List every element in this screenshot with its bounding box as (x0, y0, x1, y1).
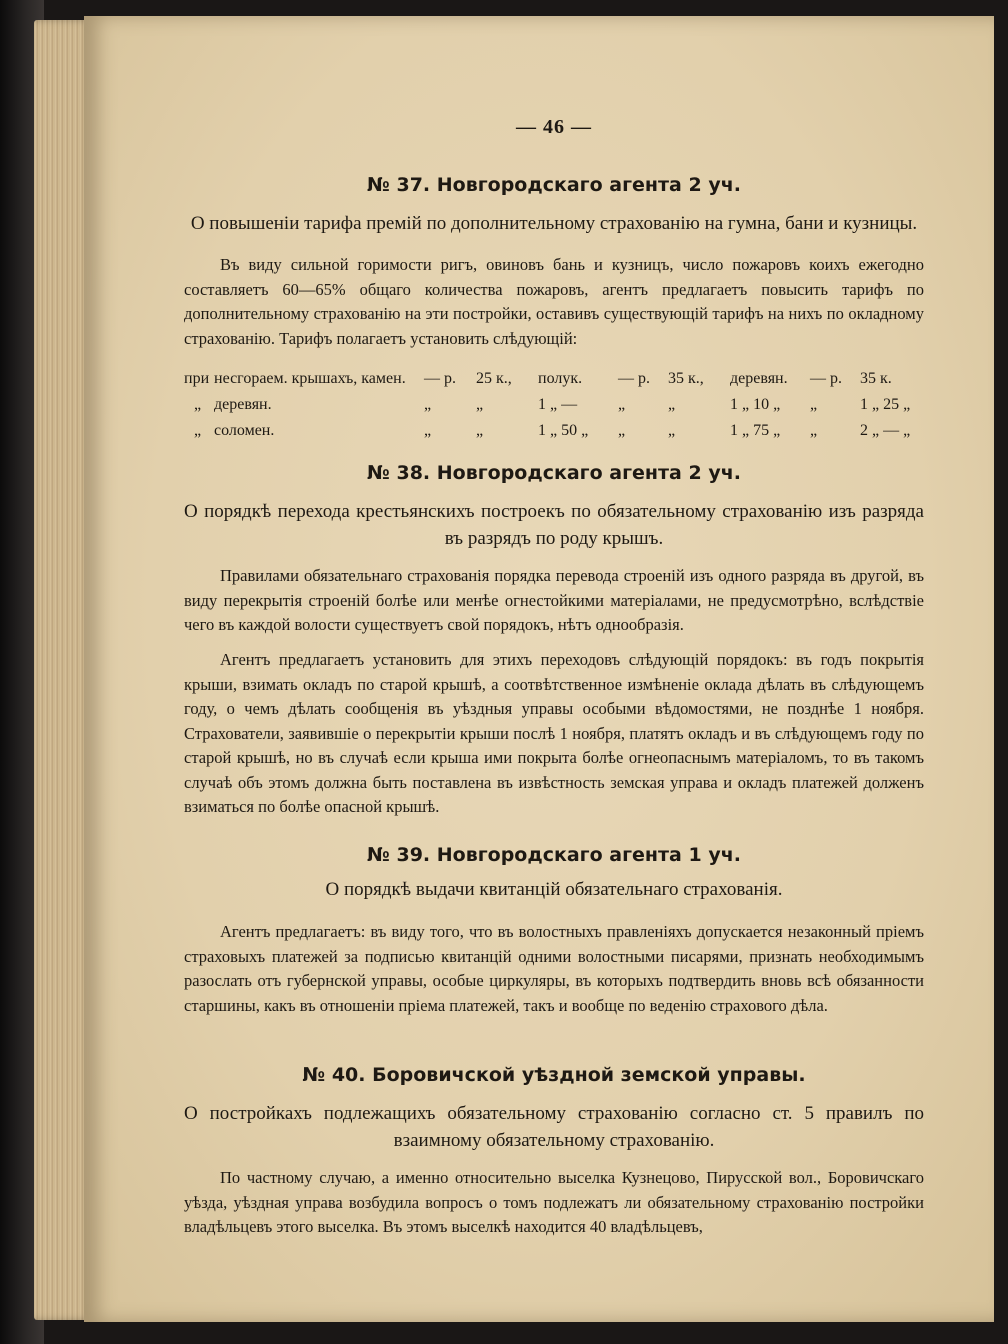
section-38-body-2: Агентъ предлагаетъ установить для этихъ переходовъ слѣдующій порядокъ: въ годъ покрытія крыши, взимать окладъ по старой крышѣ, а соотвѣтственное измѣненіе оклада дѣлать въ слѣдующемъ году, о чемъ дѣлать сообщенія въ уѣздныя управы особыми вѣдомостями, не позднѣе 1 ноября. Страхователи, заявившіе о перекрытіи крыши послѣ 1 ноября, платятъ окладъ и въ слѣдующемъ году по старой крышѣ, но въ случаѣ если крыша ими покрыта болѣе огнеопаснымъ матеріаломъ, то въ такомъ случаѣ объ этомъ должна быть поставлена въ извѣстность земская управа и окладъ платежей долженъ взиматься по болѣе опасной крышѣ. (184, 650, 924, 816)
tariff-row (184, 418, 924, 444)
section-37-heading: № 37. Новгородскаго агента 2 уч. (367, 174, 741, 196)
tariff-table (184, 366, 924, 444)
tariff-cell: „ (810, 396, 818, 413)
tariff-cell: 1 „ 25 „ (860, 396, 911, 413)
section-39-body: Агентъ предлагаетъ: въ виду того, что въ волостныхъ правленіяхъ допускается незаконный пріемъ страховыхъ платежей за подписью квитанцій одними волостными писарями, признать необходимымъ разослать отъ губернской управы, особые циркуляры, въ которыхъ подтвердить вновь всѣ обязанности старшины, какъ въ отношеніи пріема платежей, такъ и вообще по веденію страхового дѣла. (184, 922, 924, 1015)
book-page (84, 16, 994, 1322)
tariff-cell: при (184, 370, 210, 387)
tariff-cell: „ (668, 396, 676, 413)
tariff-cell: 2 „ — „ (860, 422, 911, 439)
section-40-body: По частному случаю, а именно относительно выселка Кузнецово, Пирусской вол., Боровичскаго уѣзда, уѣздная управа возбудила вопросъ о томъ подлежатъ ли обязательному страхованію постройки владѣльцевъ этого выселка. Въ этомъ выселкѣ находится 40 владѣльцевъ, (184, 1168, 924, 1236)
section-38-subtitle: О порядкѣ перехода крестьянскихъ построекъ по обязательному страхованію изъ разряда въ разрядъ по роду крышъ. (184, 501, 924, 549)
section-39-subtitle: О порядкѣ выдачи квитанцій обязательнаго страхованія. (325, 879, 783, 900)
section-37-subtitle: О повышеніи тарифа премій по дополнительному страхованію на гумна, бани и кузницы. (190, 213, 918, 234)
tariff-cell: — р. (810, 370, 842, 387)
section-39-heading: № 39. Новгородскаго агента 1 уч. (367, 844, 741, 866)
tariff-cell: „ (476, 396, 484, 413)
tariff-cell: 1 „ 50 „ (538, 422, 589, 439)
tariff-cell: „ (668, 422, 676, 439)
tariff-cell: „ (194, 422, 202, 439)
tariff-row (184, 366, 924, 392)
tariff-cell: „ (424, 422, 432, 439)
tariff-cell: 1 „ 75 „ (730, 422, 781, 439)
tariff-cell: полук. (538, 370, 583, 387)
section-40-heading: № 40. Боровичской уѣздной земской управы. (302, 1064, 806, 1086)
tariff-cell: 1 „ 10 „ (730, 396, 781, 413)
tariff-cell: 35 к. (860, 370, 892, 387)
section-40-subtitle: О постройкахъ подлежащихъ обязательному страхованію согласно ст. 5 правилъ по взаимному обязательному страхованію. (184, 1103, 924, 1151)
tariff-cell: несгораем. крышахъ, камен. (214, 370, 406, 387)
tariff-cell: „ (618, 396, 626, 413)
tariff-cell: — р. (424, 370, 456, 387)
tariff-cell: 35 к., (668, 370, 704, 387)
tariff-cell: деревян. (730, 370, 788, 387)
tariff-cell: 25 к., (476, 370, 512, 387)
tariff-cell: 1 „ — (538, 396, 578, 413)
section-37-body: Въ виду сильной горимости ригъ, овиновъ бань и кузницъ, число пожаровъ коихъ ежегодно составляетъ 60—65% общаго количества пожаровъ, агентъ предлагаетъ повысить тарифъ по дополнительному страхованію на эти постройки, оставивъ существующій тарифъ на нихъ по окладному страхованію. Тарифъ полагаетъ установить слѣдующій: (184, 255, 924, 348)
tariff-cell: „ (476, 422, 484, 439)
section-38-body-1: Правилами обязательнаго страхованія порядка перевода строеній изъ одного разряда въ другой, въ виду перекрытія строеній болѣе или менѣе огнестойкими матеріалами, не предусмотрѣно, вслѣдствіе чего въ каждой волости существуетъ свой порядокъ, нѣтъ однообразія. (184, 566, 924, 634)
tariff-cell: соломен. (214, 422, 275, 439)
tariff-cell: „ (424, 396, 432, 413)
section-38-heading: № 38. Новгородскаго агента 2 уч. (367, 462, 741, 484)
page-number: — 46 — (516, 116, 592, 138)
tariff-cell: „ (618, 422, 626, 439)
tariff-cell: деревян. (214, 396, 272, 413)
tariff-cell: „ (810, 422, 818, 439)
tariff-row (184, 392, 924, 418)
tariff-cell: — р. (618, 370, 650, 387)
tariff-cell: „ (194, 396, 202, 413)
